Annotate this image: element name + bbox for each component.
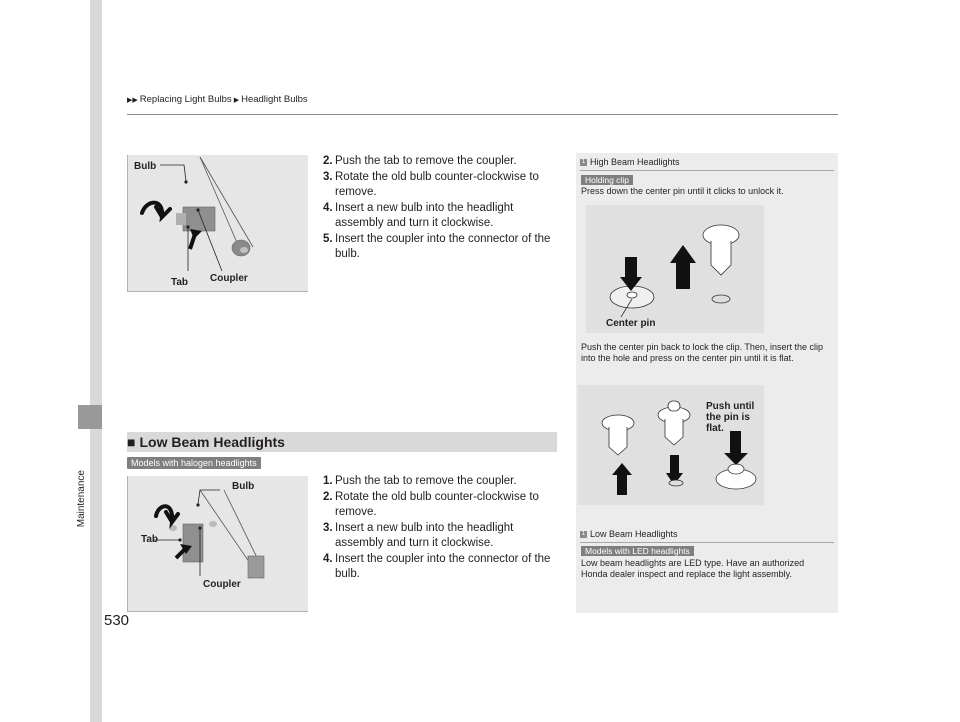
breadcrumb-section[interactable]: Replacing Light Bulbs (139, 94, 232, 105)
tab-label: Tab (141, 534, 159, 545)
breadcrumb (127, 94, 308, 105)
tab-label: Tab (171, 277, 189, 288)
low-beam-heading (127, 432, 557, 452)
step-item: 3. Insert a new bulb into the headlight assembly and turn it clockwise. (323, 521, 514, 549)
breadcrumb-page[interactable]: Headlight Bulbs (241, 94, 308, 105)
header-divider (127, 114, 838, 115)
section-marker-icon: ■ (127, 434, 136, 450)
breadcrumb-arrow-icon: ▶▶ (127, 96, 138, 104)
side-tab-label: Maintenance (76, 470, 87, 528)
side-tab-strip (90, 0, 102, 722)
page-number: 530 (104, 612, 130, 629)
high-beam-steps (323, 154, 555, 263)
breadcrumb-arrow-icon: ▶ (233, 96, 240, 104)
holding-clip-badge: Holding clip (581, 175, 633, 185)
push-until-flat-label: Push until the pin is flat. (706, 401, 755, 434)
low-beam-figure (127, 476, 308, 612)
note-title-text: Low Beam Headlights (590, 529, 678, 539)
note-text: Press down the center pin until it clicks to unlock it. (581, 186, 784, 196)
note-text: Low beam headlights are LED type. Have an authorized Honda dealer inspect and replace the light assembly. (581, 558, 805, 579)
note-divider (580, 542, 834, 543)
halogen-model-badge: Models with halogen headlights (127, 457, 261, 469)
clip-lock-figure (578, 385, 764, 505)
step-item: 4. Insert a new bulb into the headlight assembly and turn it clockwise. (323, 201, 514, 229)
coupler-label: Coupler (203, 579, 241, 590)
note-icon: 1 (581, 158, 586, 165)
note-divider (580, 170, 834, 171)
step-item: 1. Push the tab to remove the coupler. (323, 475, 517, 487)
high-beam-note-title (580, 157, 680, 167)
step-item: 2. Rotate the old bulb counter-clockwise to remove. (323, 490, 539, 518)
high-beam-figure (127, 155, 308, 292)
bulb-label: Bulb (232, 481, 255, 492)
step-item: 4. Insert the coupler into the connector of the bulb. (323, 552, 551, 580)
side-tab-marker (78, 405, 102, 429)
step-item: 2. Push the tab to remove the coupler. (323, 155, 517, 167)
center-pin-label: Center pin (606, 318, 656, 329)
step-item: 3. Rotate the old bulb counter-clockwise to remove. (323, 170, 539, 198)
note-text: Push the center pin back to lock the clip. Then, insert the clip into the hole and press on the center pin until it is flat. (581, 342, 823, 363)
high-beam-illustration (128, 155, 308, 291)
clip-unlock-figure (586, 205, 764, 333)
bulb-label: Bulb (134, 161, 157, 172)
step-item: 5. Insert the coupler into the connector of the bulb. (323, 232, 551, 260)
led-model-badge: Models with LED headlights (581, 546, 694, 556)
low-beam-note-title (580, 529, 678, 539)
note-icon: 1 (581, 530, 586, 537)
coupler-label: Coupler (210, 273, 248, 284)
notes-panel (576, 153, 838, 613)
clip-unlock-illustration (586, 205, 764, 333)
note-title-text: High Beam Headlights (590, 157, 680, 167)
section-heading-text: Low Beam Headlights (139, 434, 285, 450)
low-beam-steps (323, 474, 555, 583)
